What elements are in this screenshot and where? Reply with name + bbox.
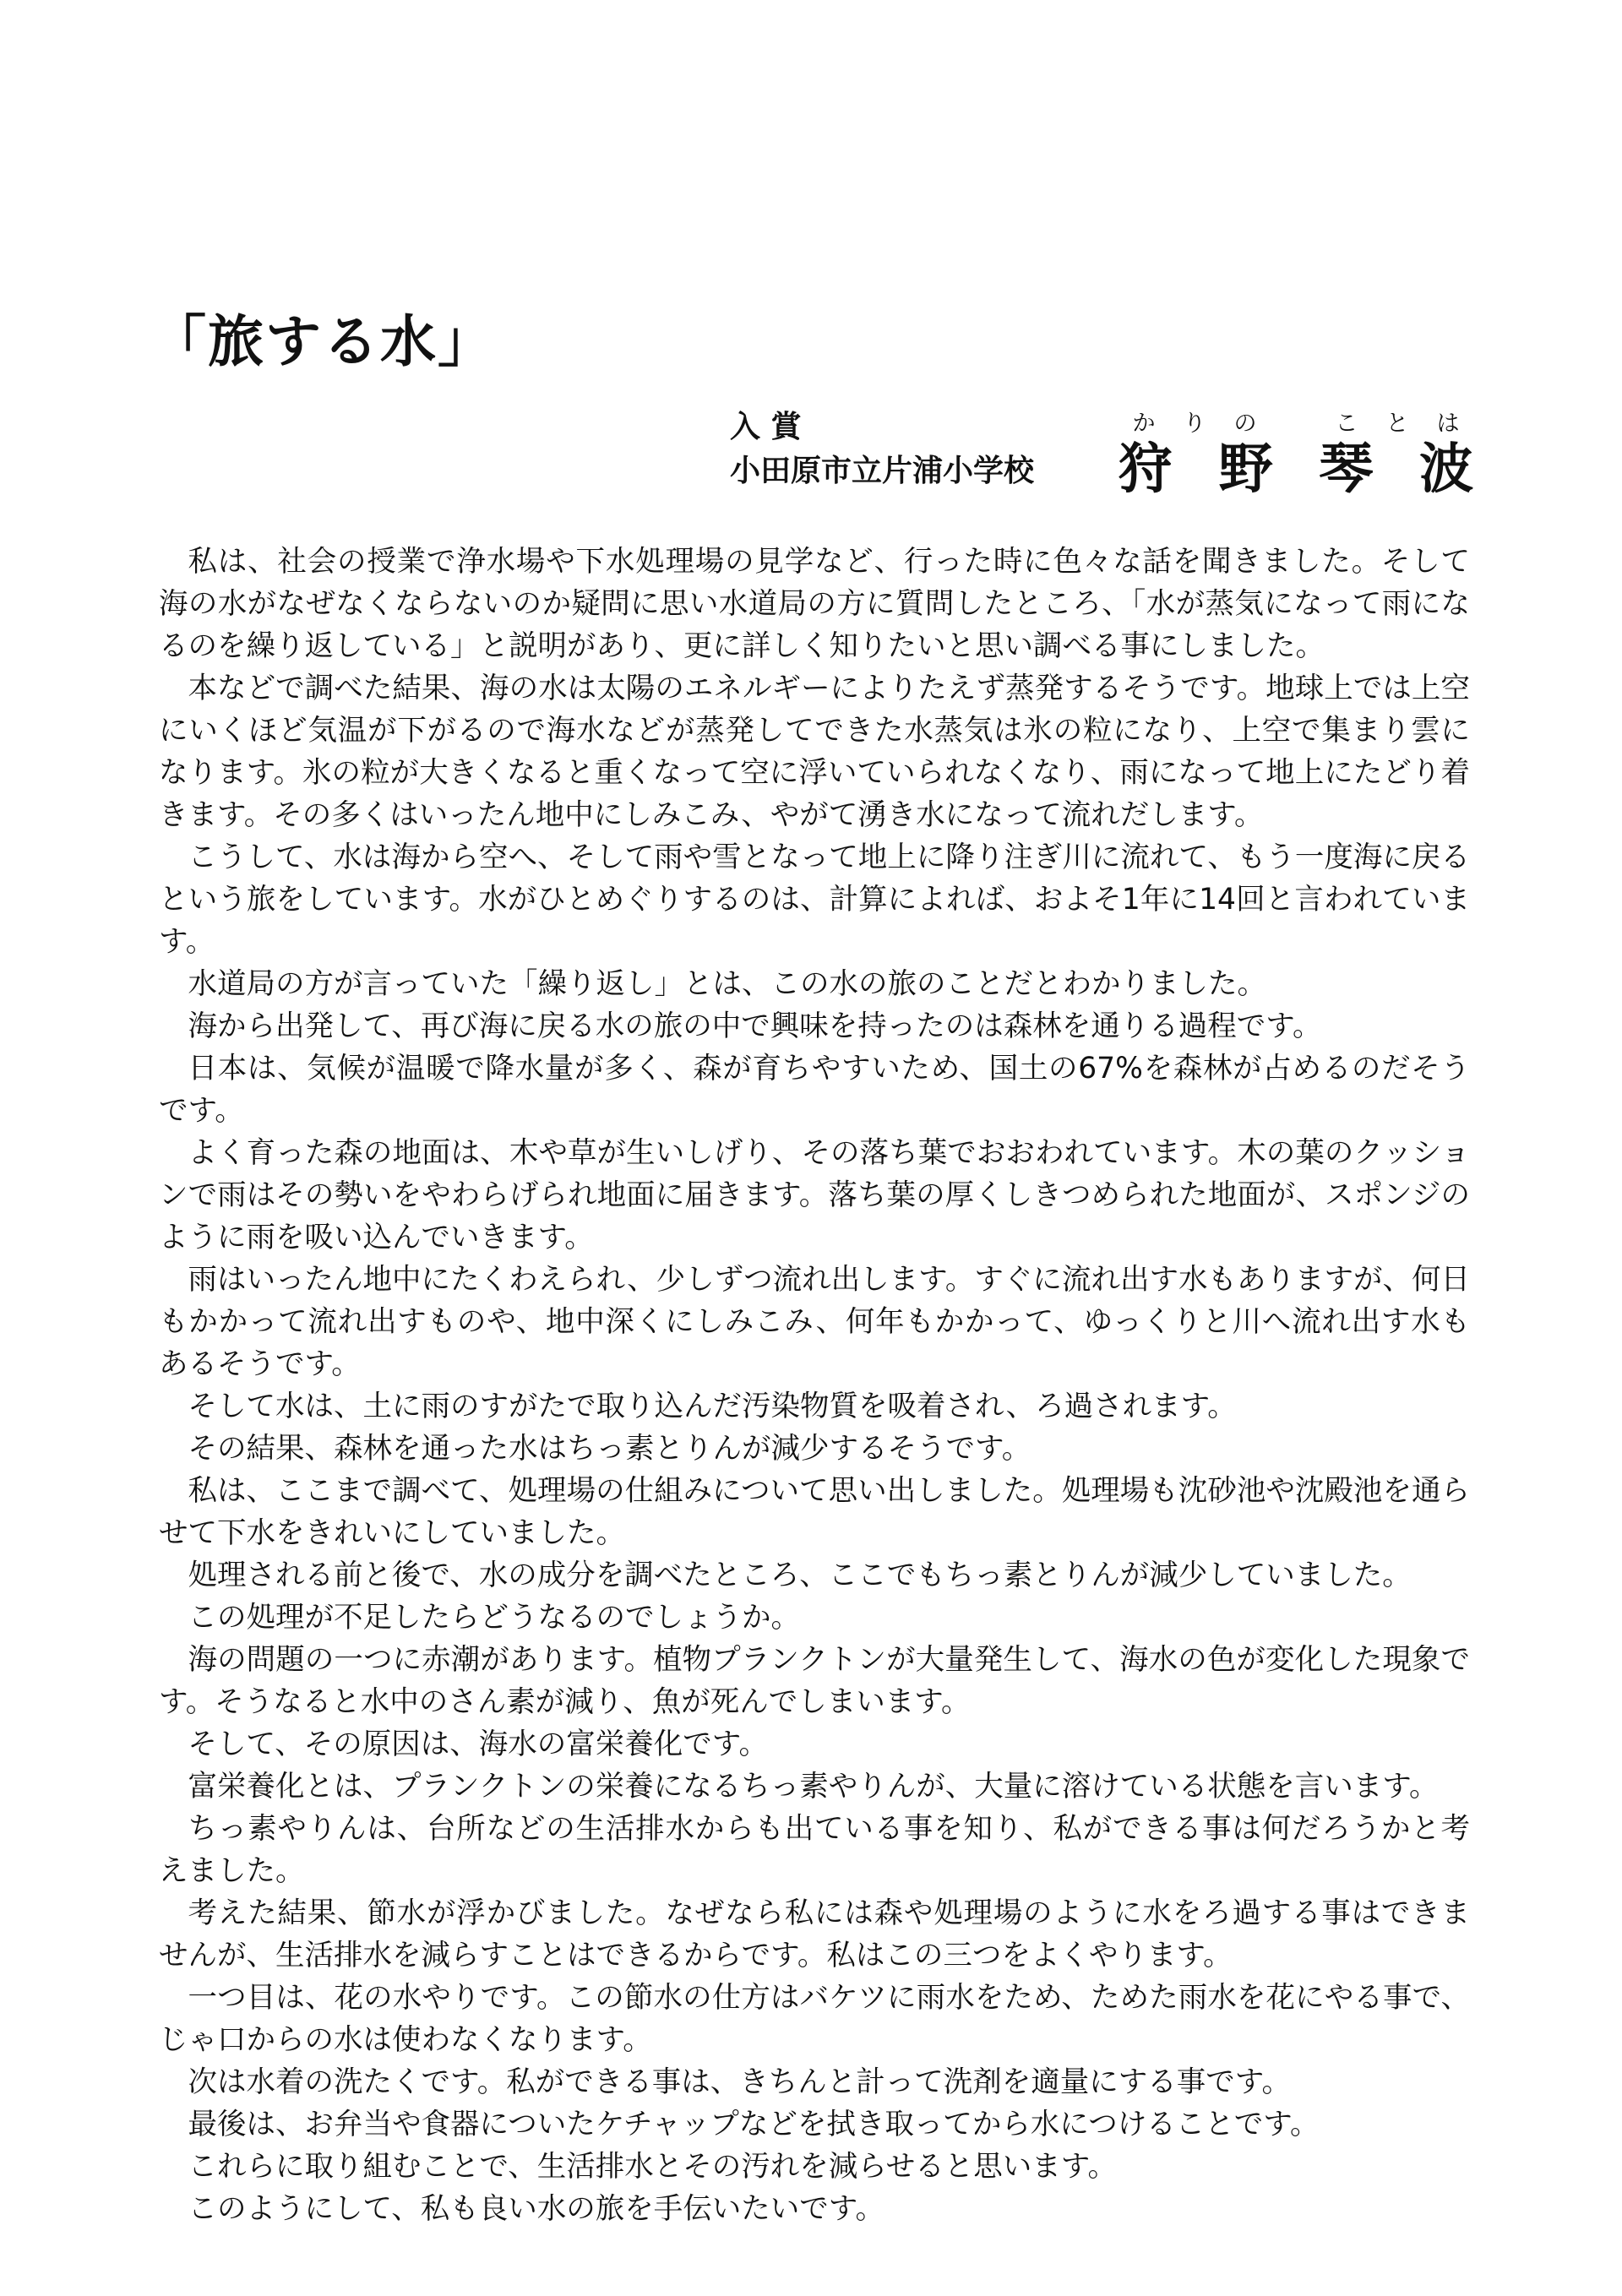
paragraph: 考えた結果、節水が浮かびました。なぜなら私には森や処理場のように水をろ過する事はできませんが、生活排水を減らすことはできるからです。私はこの三つをよくやります。 xyxy=(159,1896,1470,1972)
ruby-char: と xyxy=(1385,411,1409,437)
author-name xyxy=(1119,438,1473,501)
paragraph: ちっ素やりんは、台所などの生活排水からも出ている事を知り、私ができる事は何だろうかと考えました。 xyxy=(159,1812,1470,1888)
paragraph: 私は、社会の授業で浄水場や下水処理場の見学など、行った時に色々な話を聞きました。そして海の水がなぜなくならないのか疑問に思い水道局の方に質問したところ、「水が蒸気になって雨になるのを繰り返している」と説明があり、更に詳しく知りたいと思い調べる事にしました。 xyxy=(159,545,1470,663)
ruby-char: は xyxy=(1436,411,1460,437)
paragraph: 海から出発して、再び海に戻る水の旅の中で興味を持ったのは森林を通りる過程です。 xyxy=(188,1009,1322,1043)
ruby-char: こ xyxy=(1335,411,1358,437)
paragraph: このようにして、私も良い水の旅を手伝いたいです。 xyxy=(188,2192,885,2226)
paragraph: 日本は、気候が温暖で降水量が多く、森が育ちやすいため、国土の67%を森林が占めるのだそうです。 xyxy=(159,1052,1470,1128)
ruby-char: り xyxy=(1183,411,1206,437)
author-name-char: 野 xyxy=(1218,438,1273,501)
paragraph: これらに取り組むことで、生活排水とその汚れを減らせると思います。 xyxy=(188,2150,1118,2184)
paragraph: 一つ目は、花の水やりです。この節水の仕方はバケツに雨水をため、ためた雨水を花にやる事で、じゃ口からの水は使わなくなります。 xyxy=(159,1981,1470,2057)
paragraph: 最後は、お弁当や食器についたケチャップなどを拭き取ってから水につけることです。 xyxy=(188,2108,1320,2141)
ruby-surname xyxy=(1119,412,1271,435)
paragraph: この処理が不足したらどうなるのでしょうか。 xyxy=(188,1601,800,1635)
paragraph: 水道局の方が言っていた「繰り返し」とは、この水の旅のことだとわかりました。 xyxy=(188,967,1266,1001)
ruby-char: か xyxy=(1132,411,1156,437)
paragraph: 処理される前と後で、水の成分を調べたところ、ここでもちっ素とりんが減少していました。 xyxy=(188,1559,1412,1592)
paragraph: 本などで調べた結果、海の水は太陽のエネルギーによりたえず蒸発するそうです。地球上では上空にいくほど気温が下がるので海水などが蒸発してできた水蒸気は氷の粒になり、上空で集まり雲になります。氷の粒が大きくなると重くなって空に浮いていられなくなり、雨になって地上にたどり着きます。その多くはいったん地中にしみこみ、やがて湧き水になって流れだします。 xyxy=(159,672,1470,832)
essay-title: 「旅する水」 xyxy=(150,309,495,374)
paragraph: 雨はいったん地中にたくわえられ、少しずつ流れ出します。すぐに流れ出す水もありますが、何日もかかって流れ出すものや、地中深くにしみこみ、何年もかかって、ゆっくりと川へ流れ出す水もあるそうです。 xyxy=(159,1263,1470,1381)
author-name-char: 琴 xyxy=(1319,438,1374,501)
paragraph: こうして、水は海から空へ、そして雨や雪となって地上に降り注ぎ川に流れて、もう一度海に戻るという旅をしています。水がひとめぐりするのは、計算によれば、およそ1年に14回と言われています。 xyxy=(159,841,1470,959)
school-name: 小田原市立片浦小学校 xyxy=(730,454,1035,488)
paragraph: よく育った森の地面は、木や草が生いしげり、その落ち葉でおおわれています。木の葉のクッションで雨はその勢いをやわらげられ地面に届きます。落ち葉の厚くしきつめられた地面が、スポンジのように雨を吸い込んでいきます。 xyxy=(159,1136,1470,1254)
award-label: 入 賞 xyxy=(730,410,802,444)
paragraph: そして水は、土に雨のすがたで取り込んだ汚染物質を吸着され、ろ過されます。 xyxy=(188,1390,1237,1423)
author-ruby xyxy=(1119,412,1473,435)
byline xyxy=(730,412,1473,505)
author-name-char: 波 xyxy=(1418,438,1473,501)
paragraph: その結果、森林を通った水はちっ素とりんが減少するそうです。 xyxy=(188,1432,1031,1466)
ruby-char: の xyxy=(1233,411,1257,437)
paragraph: 私は、ここまで調べて、処理場の仕組みについて思い出しました。処理場も沈砂池や沈殿池を通らせて下水をきれいにしていました。 xyxy=(159,1474,1470,1550)
paragraph: 海の問題の一つに赤潮があります。植物プランクトンが大量発生して、海水の色が変化した現象です。そうなると水中のさん素が減り、魚が死んでしまいます。 xyxy=(159,1643,1470,1719)
ruby-given-name xyxy=(1321,412,1473,435)
paragraph: 次は水着の洗たくです。私ができる事は、きちんと計って洗剤を適量にする事です。 xyxy=(188,2065,1291,2099)
paragraph: 富栄養化とは、プランクトンの栄養になるちっ素やりんが、大量に溶けている状態を言います。 xyxy=(188,1770,1439,1804)
author-name-char: 狩 xyxy=(1119,438,1173,501)
paragraph: そして、その原因は、海水の富栄養化です。 xyxy=(188,1727,769,1761)
essay-body xyxy=(159,541,1470,2230)
